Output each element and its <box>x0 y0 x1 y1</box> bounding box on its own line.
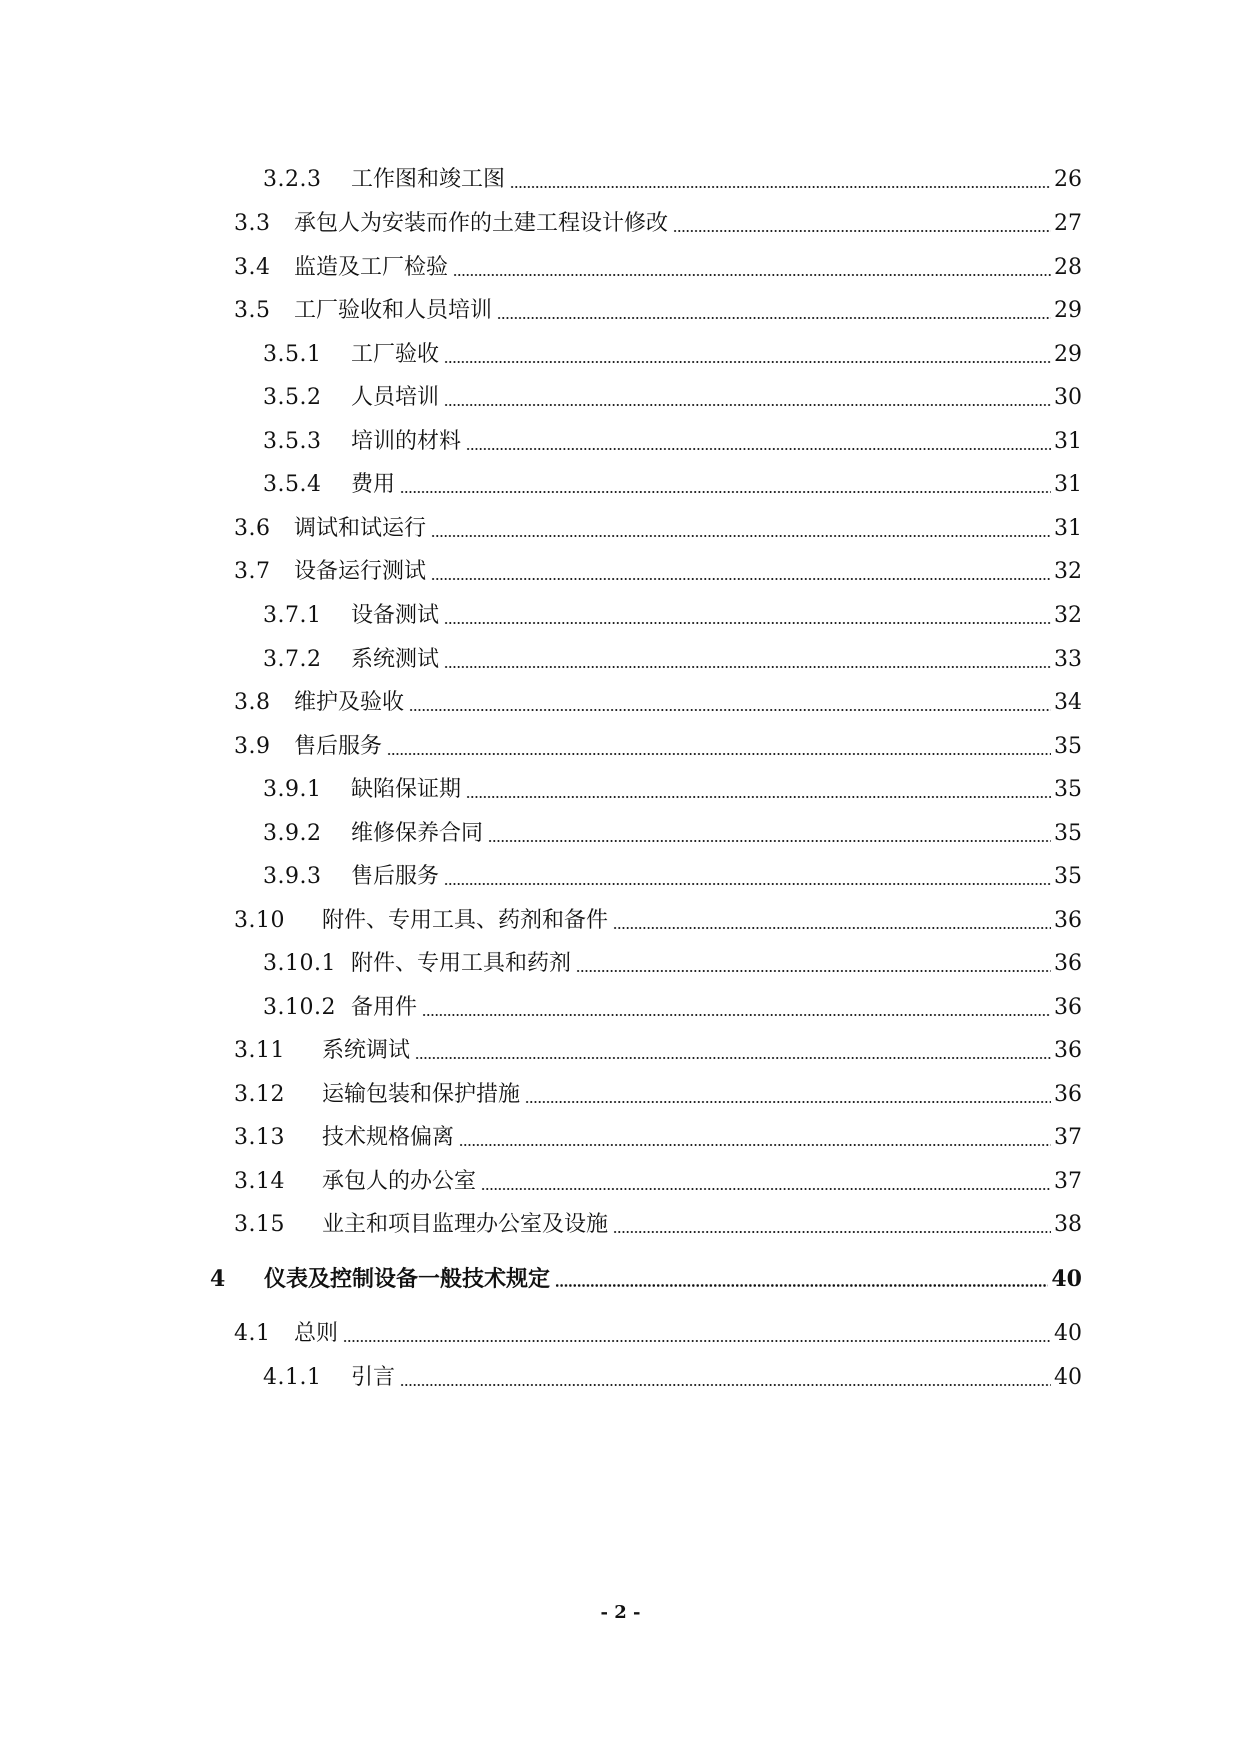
toc-entry-title: 维修保养合同 <box>351 821 484 846</box>
toc-entry[interactable] <box>263 988 1082 1022</box>
toc-entry-title: 承包人的办公室 <box>322 1169 477 1194</box>
toc-dot-leader <box>409 709 1051 711</box>
toc-dot-leader <box>444 361 1051 363</box>
toc-entry[interactable] <box>263 814 1082 848</box>
toc-dot-leader <box>444 622 1051 624</box>
toc-dot-leader <box>422 1014 1051 1016</box>
toc-entry-page: 32 <box>1054 603 1082 628</box>
toc-entry[interactable] <box>263 944 1082 978</box>
toc-entry-page: 29 <box>1054 298 1082 323</box>
toc-entry-number: 3.2.3 <box>263 167 322 192</box>
toc-entry-title: 调试和试运行 <box>294 516 427 541</box>
toc-entry-page: 37 <box>1054 1125 1082 1150</box>
toc-entry-page: 36 <box>1054 995 1082 1020</box>
toc-entry-page: 33 <box>1054 647 1082 672</box>
toc-entry-number: 4.1.1 <box>263 1365 322 1390</box>
toc-entry-title: 人员培训 <box>351 385 440 410</box>
toc-entry-title: 设备测试 <box>351 603 440 628</box>
toc-entry-page: 38 <box>1054 1212 1082 1237</box>
toc-entry-number: 3.12 <box>234 1082 285 1107</box>
toc-dot-leader <box>387 753 1051 755</box>
toc-entry[interactable] <box>263 640 1082 674</box>
toc-dot-leader <box>488 840 1051 842</box>
toc-entry-title: 缺陷保证期 <box>351 777 462 802</box>
toc-entry[interactable] <box>234 1162 1082 1196</box>
toc-entry[interactable] <box>263 160 1082 194</box>
toc-dot-leader <box>431 535 1051 537</box>
toc-entry[interactable] <box>234 1205 1082 1239</box>
toc-dot-leader <box>510 186 1051 188</box>
toc-entry-title: 系统调试 <box>322 1038 411 1063</box>
toc-entry-title: 工厂验收和人员培训 <box>294 298 493 323</box>
toc-entry-number: 3.4 <box>234 255 271 280</box>
toc-entry[interactable] <box>263 596 1082 630</box>
toc-entry-title: 附件、专用工具、药剂和备件 <box>322 908 609 933</box>
toc-entry-number: 3.9 <box>234 734 271 759</box>
toc-entry-title: 仪表及控制设备一般技术规定 <box>264 1266 551 1292</box>
toc-entry-title: 工作图和竣工图 <box>351 167 506 192</box>
toc-dot-leader <box>613 1231 1051 1233</box>
toc-entry-page: 35 <box>1054 864 1082 889</box>
toc-entry[interactable] <box>234 1075 1082 1109</box>
toc-entry-page: 32 <box>1054 559 1082 584</box>
toc-dot-leader <box>444 666 1051 668</box>
toc-entry-title: 培训的材料 <box>351 429 462 454</box>
toc-dot-leader <box>466 796 1051 798</box>
toc-entry-number: 3.15 <box>234 1212 285 1237</box>
toc-entry-number: 3.8 <box>234 690 271 715</box>
toc-entry-number: 3.7 <box>234 559 271 584</box>
toc-entry[interactable] <box>234 1118 1082 1152</box>
toc-entry[interactable] <box>234 291 1082 325</box>
toc-entry-number: 3.7.2 <box>263 647 322 672</box>
toc-entry-page: 35 <box>1054 734 1082 759</box>
toc-dot-leader <box>673 230 1051 232</box>
toc-entry-page: 31 <box>1054 429 1082 454</box>
toc-entry[interactable] <box>263 857 1082 891</box>
toc-entry-page: 29 <box>1054 342 1082 367</box>
toc-entry-page: 36 <box>1054 951 1082 976</box>
toc-entry[interactable] <box>234 248 1082 282</box>
toc-dot-leader <box>444 404 1051 406</box>
toc-entry-page: 40 <box>1054 1365 1082 1390</box>
toc-dot-leader <box>444 883 1051 885</box>
toc-dot-leader <box>481 1188 1051 1190</box>
toc-entry-number: 4.1 <box>234 1321 271 1346</box>
toc-entry-page: 36 <box>1054 1082 1082 1107</box>
toc-entry-title: 系统测试 <box>351 647 440 672</box>
toc-entry[interactable] <box>263 465 1082 499</box>
toc-dot-leader <box>415 1057 1051 1059</box>
toc-entry-title: 设备运行测试 <box>294 559 427 584</box>
toc-entry[interactable] <box>234 901 1082 935</box>
toc-entry[interactable] <box>263 770 1082 804</box>
toc-entry-page: 35 <box>1054 821 1082 846</box>
toc-entry-title: 运输包装和保护措施 <box>322 1082 521 1107</box>
toc-entry-page: 40 <box>1054 1321 1082 1346</box>
page-number: - 2 - <box>600 1602 641 1623</box>
toc-entry-number: 3.14 <box>234 1169 285 1194</box>
toc-entry-number: 3.5.3 <box>263 429 322 454</box>
toc-entry[interactable] <box>234 204 1082 238</box>
toc-entry-page: 36 <box>1054 908 1082 933</box>
toc-entry[interactable] <box>263 422 1082 456</box>
toc-entry-page: 27 <box>1054 211 1082 236</box>
toc-dot-leader <box>466 448 1051 450</box>
toc-entry-number: 3.9.1 <box>263 777 322 802</box>
toc-entry[interactable] <box>234 552 1082 586</box>
toc-entry-title: 总则 <box>294 1321 339 1346</box>
toc-entry-number: 3.9.2 <box>263 821 322 846</box>
toc-entry-title: 维护及验收 <box>294 690 405 715</box>
toc-entry-number: 3.10.1 <box>263 951 336 976</box>
toc-entry-title: 监造及工厂检验 <box>294 255 449 280</box>
toc-entry-number: 3.5 <box>234 298 271 323</box>
toc-entry-number: 3.13 <box>234 1125 285 1150</box>
toc-dot-leader <box>431 578 1051 580</box>
toc-entry-page: 31 <box>1054 472 1082 497</box>
toc-entry[interactable] <box>263 335 1082 369</box>
toc-entry-number: 3.5.4 <box>263 472 322 497</box>
toc-entry-page: 26 <box>1054 167 1082 192</box>
toc-dot-leader <box>497 317 1051 319</box>
toc-entry-page: 40 <box>1051 1266 1082 1292</box>
toc-dot-leader <box>525 1101 1051 1103</box>
toc-entry-number: 3.10.2 <box>263 995 336 1020</box>
toc-entry-title: 附件、专用工具和药剂 <box>351 951 572 976</box>
toc-entry-number: 3.9.3 <box>263 864 322 889</box>
toc-entry-page: 28 <box>1054 255 1082 280</box>
toc-entry-title: 引言 <box>351 1365 396 1390</box>
toc-entry-title: 售后服务 <box>351 864 440 889</box>
toc-entry-title: 技术规格偏离 <box>322 1125 455 1150</box>
toc-dot-leader <box>400 1384 1051 1386</box>
toc-entry-number: 4 <box>210 1266 226 1292</box>
toc-entry-number: 3.7.1 <box>263 603 322 628</box>
toc-dot-leader <box>613 927 1051 929</box>
toc-entry-number: 3.5.2 <box>263 385 322 410</box>
toc-dot-leader <box>576 970 1051 972</box>
toc-entry[interactable] <box>234 1314 1082 1348</box>
toc-entry-title: 售后服务 <box>294 734 383 759</box>
toc-entry-title: 工厂验收 <box>351 342 440 367</box>
toc-entry-page: 37 <box>1054 1169 1082 1194</box>
toc-entry[interactable] <box>234 509 1082 543</box>
toc-entry-page: 34 <box>1054 690 1082 715</box>
toc-entry-number: 3.6 <box>234 516 271 541</box>
toc-entry[interactable] <box>210 1259 1082 1293</box>
toc-entry-title: 费用 <box>351 472 396 497</box>
toc-entry[interactable] <box>234 727 1082 761</box>
toc-entry-page: 35 <box>1054 777 1082 802</box>
toc-dot-leader <box>400 491 1051 493</box>
toc-dot-leader <box>555 1284 1048 1287</box>
toc-entry-number: 3.11 <box>234 1038 285 1063</box>
toc-entry[interactable] <box>263 378 1082 412</box>
toc-entry-number: 3.5.1 <box>263 342 322 367</box>
toc-entry-page: 31 <box>1054 516 1082 541</box>
toc-entry-title: 承包人为安装而作的土建工程设计修改 <box>294 211 669 236</box>
toc-entry[interactable] <box>263 1358 1082 1392</box>
toc-entry-title: 业主和项目监理办公室及设施 <box>322 1212 609 1237</box>
toc-entry-number: 3.3 <box>234 211 271 236</box>
toc-entry-number: 3.10 <box>234 908 285 933</box>
toc-entry[interactable] <box>234 683 1082 717</box>
toc-dot-leader <box>459 1144 1051 1146</box>
toc-entry[interactable] <box>234 1031 1082 1065</box>
toc-dot-leader <box>343 1340 1051 1342</box>
toc-entry-page: 36 <box>1054 1038 1082 1063</box>
toc-dot-leader <box>453 274 1051 276</box>
toc-entry-page: 30 <box>1054 385 1082 410</box>
toc-entry-title: 备用件 <box>351 995 418 1020</box>
